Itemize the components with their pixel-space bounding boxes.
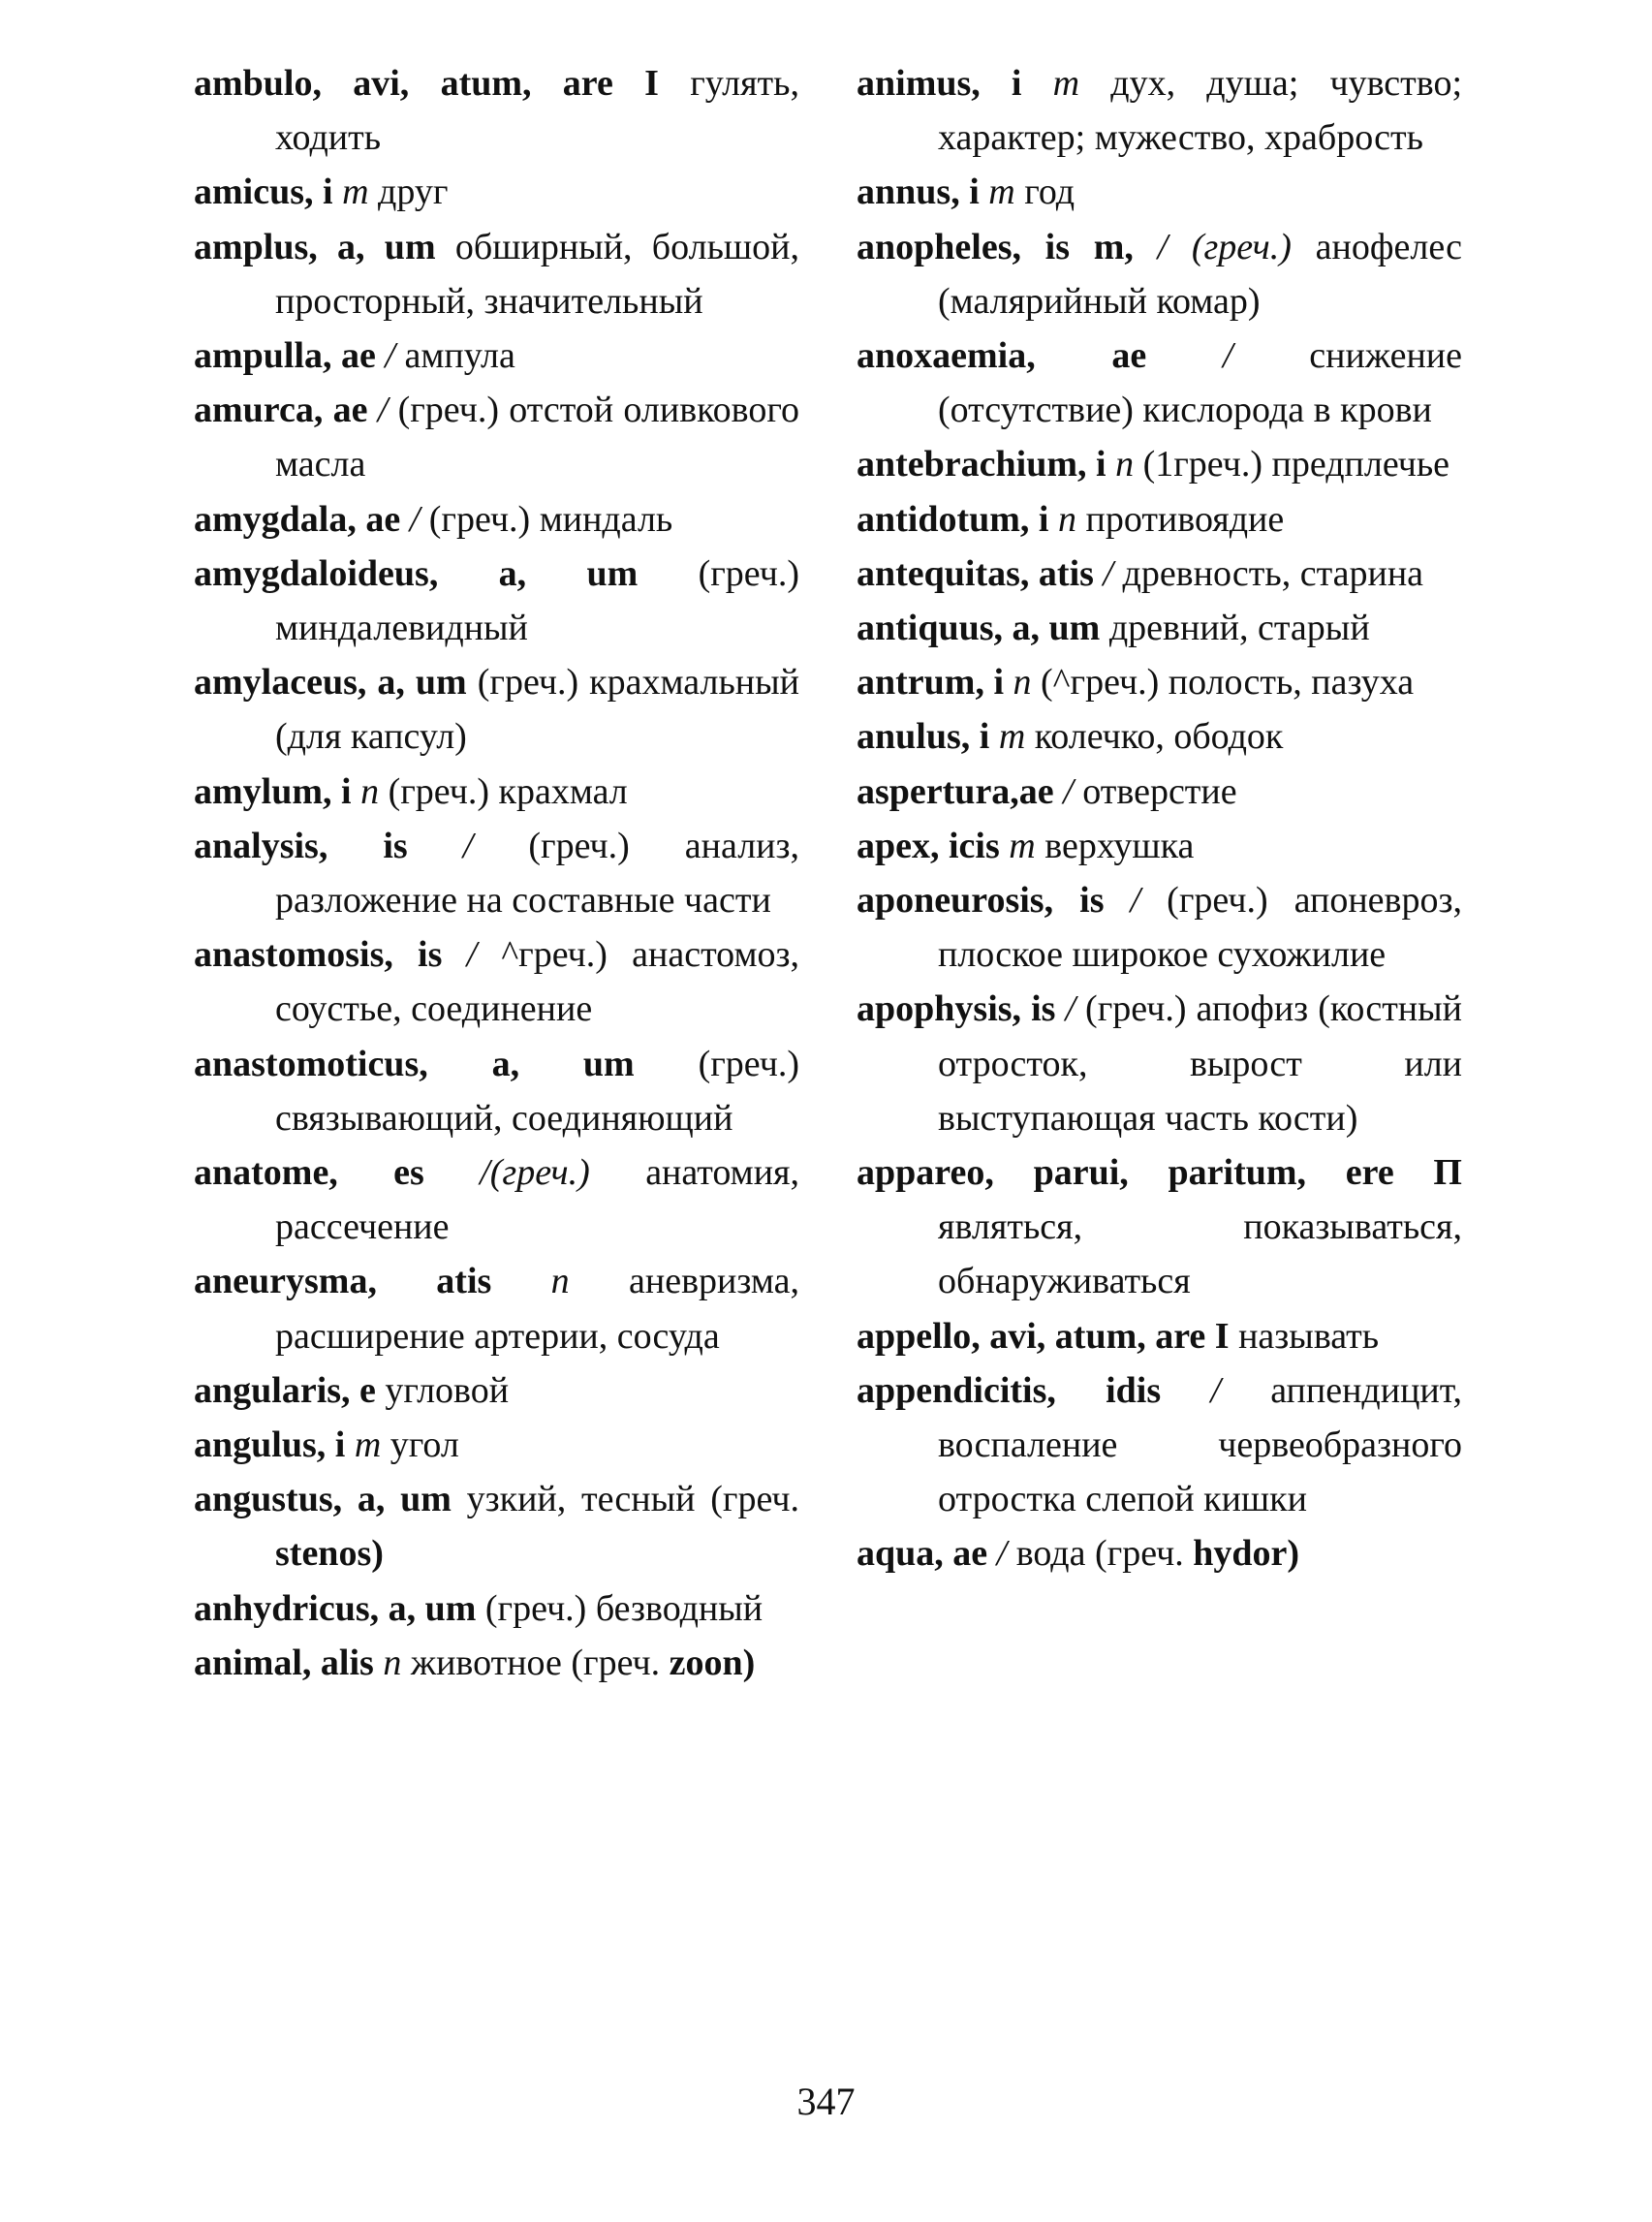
dictionary-entry: [857, 329, 1462, 437]
definition: (греч.) крахмал: [388, 770, 628, 812]
definition: (греч.) безводный: [484, 1587, 764, 1629]
definition: колечко, ободок: [1034, 716, 1284, 758]
grammar-mark: m: [354, 1424, 382, 1466]
dictionary-entry: [194, 329, 799, 383]
definition: гулять, ходить: [275, 63, 799, 159]
dictionary-entry: [194, 56, 799, 165]
grammar-mark: /(греч.): [480, 1152, 590, 1194]
definition: животное (греч.: [410, 1642, 661, 1683]
grammar-mark: m: [1009, 825, 1036, 866]
dictionary-entry: [857, 492, 1462, 547]
definition: верхушка: [1044, 825, 1195, 866]
headword: annus, i: [857, 172, 980, 213]
definition: друг: [378, 172, 449, 213]
grammar-mark: n: [1057, 498, 1076, 540]
definition: (^греч.) полость, пазуха: [1041, 662, 1415, 704]
grammar-mark: n: [1115, 444, 1135, 485]
definition: (1греч.) предплечье: [1142, 444, 1450, 485]
grammar-mark: m: [1052, 63, 1080, 104]
grammar-mark: / (греч.): [1157, 226, 1292, 267]
grammar-mark: /: [996, 1533, 1008, 1575]
grammar-mark: /: [466, 934, 478, 976]
greek-equivalent: stenos): [275, 1533, 384, 1575]
dictionary-entry: [194, 1254, 799, 1362]
grammar-mark: /: [409, 498, 421, 540]
greek-equivalent: zoon): [669, 1642, 756, 1683]
definition: узкий, тесный (греч.: [466, 1479, 799, 1520]
grammar-mark: m: [998, 716, 1026, 758]
definition: аппендицит, воспаление червеобразного отростка слепой кишки: [938, 1369, 1463, 1520]
headword: appendicitis, idis: [857, 1369, 1162, 1411]
dictionary-entry: [194, 165, 799, 219]
definition: (греч.) апофиз (костный отросток, вырост или выступающая часть кости): [938, 988, 1463, 1139]
headword: angulus, i: [194, 1424, 346, 1466]
greek-equivalent: hydor): [1193, 1533, 1300, 1575]
headword: anulus, i: [857, 716, 990, 758]
dictionary-entry: [194, 383, 799, 491]
headword: analysis, is: [194, 825, 408, 866]
headword: antebrachium, i: [857, 444, 1107, 485]
definition: являться, показываться, обнаруживаться: [938, 1206, 1462, 1302]
headword: aponeurosis, is: [857, 880, 1105, 922]
dictionary-entry: [194, 819, 799, 927]
grammar-mark: m: [988, 172, 1015, 213]
headword: animus, i: [857, 63, 1022, 104]
definition: древний, старый: [1108, 608, 1370, 649]
left-column: [194, 56, 799, 1690]
headword: antidotum, i: [857, 498, 1049, 540]
dictionary-entry: [194, 655, 799, 764]
headword: angularis, e: [194, 1369, 376, 1411]
grammar-mark: /: [377, 390, 389, 431]
definition: обширный, большой, просторный, значительный: [275, 226, 800, 322]
headword: amplus, a, um: [194, 226, 436, 267]
headword: angustus, a, um: [194, 1479, 452, 1520]
grammar-mark: /: [1210, 1369, 1221, 1411]
definition: называть: [1238, 1315, 1380, 1357]
definition: угловой: [385, 1369, 510, 1411]
headword: antequitas, atis: [857, 552, 1094, 594]
headword: amicus, i: [194, 172, 333, 213]
headword: anoxaemia, ae: [857, 335, 1147, 377]
dictionary-entry: [194, 492, 799, 547]
headword: aneurysma, atis: [194, 1261, 492, 1302]
grammar-mark: /: [1065, 988, 1076, 1030]
dictionary-entry: [857, 1309, 1462, 1363]
dictionary-entry: [194, 220, 799, 329]
dictionary-entry: [857, 220, 1462, 329]
dictionary-entry: [857, 165, 1462, 219]
dictionary-entry: [194, 765, 799, 819]
dictionary-entry: [194, 547, 799, 655]
grammar-mark: m: [342, 172, 369, 213]
dictionary-entry: [857, 1526, 1462, 1580]
dictionary-entry: [857, 437, 1462, 491]
dictionary-entry: [857, 982, 1462, 1145]
dictionary-entry: [194, 1636, 799, 1690]
definition: снижение (отсутствие) кислорода в крови: [938, 335, 1462, 431]
grammar-mark: n: [360, 770, 380, 812]
definition: отверстие: [1082, 770, 1237, 812]
headword: apophysis, is: [857, 988, 1056, 1030]
definition: (греч.) связывающий, соединяющий: [275, 1043, 799, 1139]
right-column: [857, 56, 1462, 1581]
headword: apex, icis: [857, 825, 1000, 866]
grammar-mark: /: [385, 335, 395, 377]
definition: противоядие: [1085, 498, 1285, 540]
headword: amygdala, ae: [194, 498, 401, 540]
definition: дух, душа; чувство; характер; мужество, храбрость: [938, 63, 1463, 159]
grammar-mark: /: [1223, 335, 1233, 377]
dictionary-entry: [194, 1037, 799, 1145]
dictionary-entry: [857, 1363, 1462, 1527]
dictionary-entry: [857, 655, 1462, 709]
dictionary-entry: [857, 56, 1462, 165]
definition: (греч.) миндаль: [428, 498, 673, 540]
headword: anhydricus, a, um: [194, 1587, 477, 1629]
headword: amygdaloideus, a, um: [194, 552, 639, 594]
headword: amurca, ae: [194, 390, 368, 431]
dictionary-entry: [194, 1145, 799, 1254]
dictionary-entry: [857, 601, 1462, 655]
headword: amylum, i: [194, 770, 352, 812]
dictionary-entry: [857, 709, 1462, 764]
definition: аневризма, расширение артерии, сосуда: [275, 1261, 799, 1357]
headword: animal, alis: [194, 1642, 374, 1683]
dictionary-entry: [857, 547, 1462, 601]
grammar-mark: /: [462, 825, 474, 866]
definition: (греч.) отстой оливкового масла: [275, 390, 799, 485]
page-number: 347: [796, 2080, 856, 2123]
dictionary-entry: [194, 1472, 799, 1580]
definition: анатомия, рассечение: [275, 1152, 800, 1248]
dictionary-entry: [194, 927, 799, 1036]
definition: вода (греч.: [1015, 1533, 1184, 1575]
headword: anastomosis, is: [194, 934, 443, 976]
grammar-mark: n: [550, 1261, 570, 1302]
grammar-mark: /: [1130, 880, 1141, 922]
headword: anastomoticus, a, um: [194, 1043, 635, 1084]
dictionary-entry: [857, 819, 1462, 873]
headword: aqua, ae: [857, 1533, 988, 1575]
headword: ampulla, ae: [194, 335, 376, 377]
dictionary-entry: [194, 1418, 799, 1472]
definition: (греч.) анализ, разложение на составные части: [275, 825, 799, 922]
headword: appello, avi, atum, are I: [857, 1315, 1230, 1357]
definition: ампула: [404, 335, 515, 377]
headword: appareo, parui, paritum, ere П: [857, 1152, 1462, 1194]
definition: год: [1024, 172, 1075, 213]
dictionary-entry: [857, 765, 1462, 819]
definition: древность, старина: [1122, 552, 1424, 594]
headword: ambulo, avi, atum, are I: [194, 63, 659, 104]
definition: угол: [390, 1424, 459, 1466]
headword: anopheles, is m,: [857, 226, 1134, 267]
headword: amylaceus, a, um: [194, 662, 467, 704]
grammar-mark: n: [1013, 662, 1032, 704]
grammar-mark: /: [1063, 770, 1074, 812]
dictionary-entry: [857, 1145, 1462, 1309]
headword: aspertura,ae: [857, 770, 1054, 812]
definition: (греч.) миндалевидный: [275, 552, 799, 649]
grammar-mark: /: [1103, 552, 1113, 594]
definition: (греч.) апоневроз, плоское широкое сухожилие: [938, 880, 1463, 976]
dictionary-entry: [194, 1363, 799, 1418]
dictionary-entry: [194, 1581, 799, 1636]
headword: anatome, es: [194, 1152, 424, 1194]
definition: ^греч.) анастомоз, соустье, соединение: [275, 934, 800, 1030]
definition: анофелес (малярийный комар): [938, 226, 1463, 322]
headword: antiquus, a, um: [857, 608, 1101, 649]
headword: antrum, i: [857, 662, 1004, 704]
definition: (греч.) крахмальный (для капсул): [275, 662, 799, 758]
dictionary-entry: [857, 873, 1462, 982]
grammar-mark: n: [383, 1642, 402, 1683]
